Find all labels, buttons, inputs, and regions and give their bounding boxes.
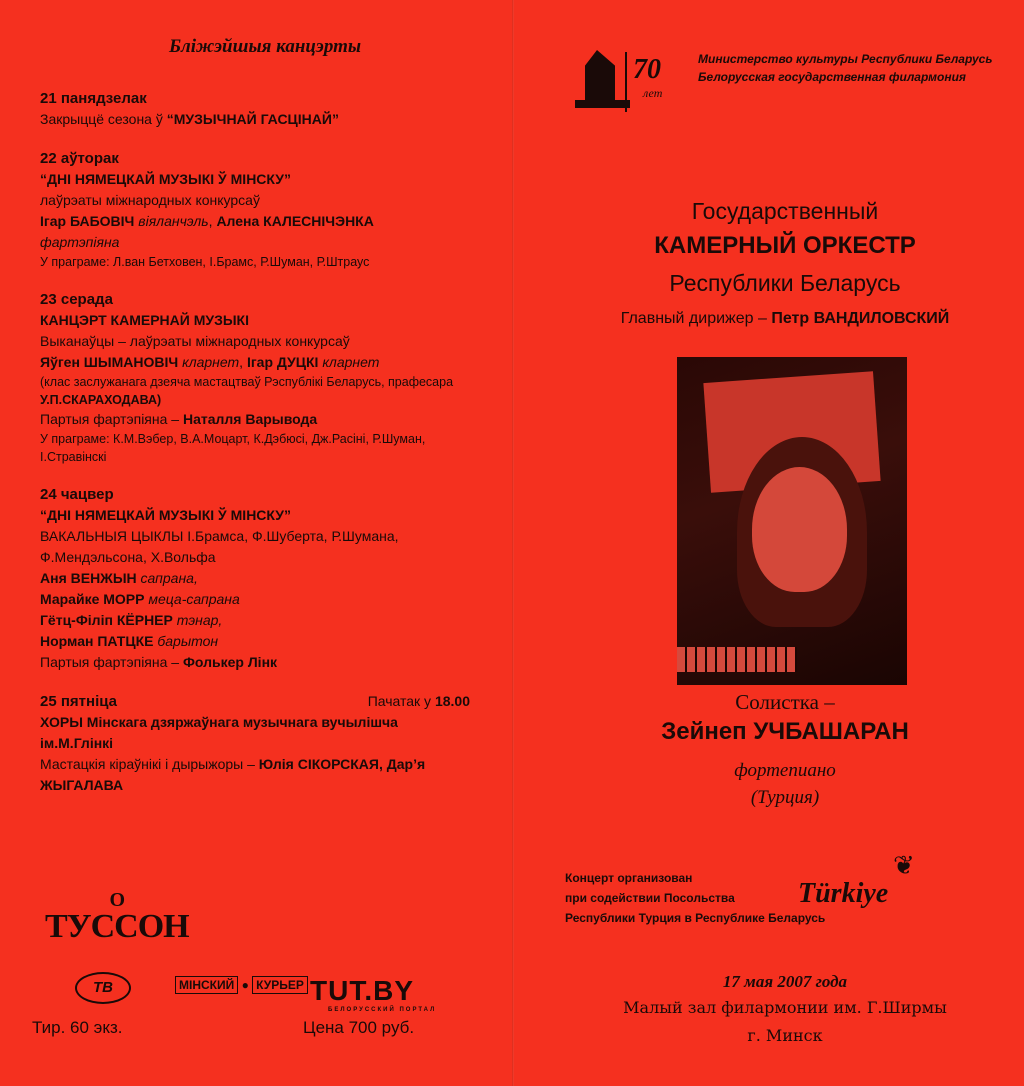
circulation: Тир. 60 экз. bbox=[32, 1018, 123, 1037]
turkiye-logo: ❦ Türkiye bbox=[798, 850, 915, 909]
tutby-logo: TUT.BY БЕЛОРУССКИЙ ПОРТАЛ bbox=[310, 975, 437, 1013]
singer: Норман ПАТЦКЕ барытон bbox=[40, 633, 219, 649]
event-date: 22 аўторак bbox=[40, 150, 119, 167]
conductor: Главный дирижер – Петр ВАНДИЛОВСКИЙ bbox=[620, 310, 950, 327]
tusson-logo: O ТУССОН bbox=[45, 889, 189, 945]
event-24: 24 чацвер “ДНІ НЯМЕЦКАЙ МУЗЫКІ Ў МІНСКУ” ВАКАЛЬНЫЯ ЦЫКЛЫ І.Брамса, Ф.Шуберта, Р.Шумана, Ф.Мендэльсона, Х.Вольфа Аня ВЕНЖЫН сапрана, Марайке МОРР меца-сапрана Гётц-Філіп КЁРНЕР тэнар, Норман ПАТЦКЕ барытон Партыя фартэпіяна – Фолькер Лінк bbox=[40, 484, 470, 673]
event-22: 22 аўторак “ДНІ НЯМЕЦКАЙ МУЗЫКІ Ў МІНСКУ” лаўрэаты міжнародных конкурсаў Ігар БАБОВІЧ віяланчэль, Алена КАЛЕСНІЧЭНКА фартэпіяна У праграме: Л.ван Бетховен, І.Брамс, Р.Шуман, Р.Штраус bbox=[40, 148, 470, 271]
event-headline: КАНЦЭРТ КАМЕРНАЙ МУЗЫКІ bbox=[40, 312, 249, 328]
event-headline: ХОРЫ Мінскага дзяржаўнага музычнага вучылішча ім.М.Глінкі bbox=[40, 714, 398, 751]
event-21: 21 панядзелак Закрыццё сезона ў “МУЗЫЧНАЙ ГАСЦІНАЙ” bbox=[40, 88, 470, 130]
philharmonic-70-logo: 70 лет bbox=[575, 42, 670, 132]
tulip-icon: ❦ bbox=[893, 850, 915, 880]
tv-logo: ТВ bbox=[75, 972, 131, 1004]
soloist-label: Солистка – bbox=[735, 690, 835, 714]
event-headline: “ДНІ НЯМЕЦКАЙ МУЗЫКІ Ў МІНСКУ” bbox=[40, 171, 292, 187]
instrument: фортепиано bbox=[734, 760, 836, 781]
ministry-header: Министерство культуры Республики Беларусь Белорусская государственная филармония bbox=[698, 52, 993, 84]
minsk-kurier-logo: МІНСКИЙ ● КУРЬЕР bbox=[175, 978, 308, 992]
singer: Аня ВЕНЖЫН сапрана, bbox=[40, 570, 198, 586]
orchestra-line-2: КАМЕРНЫЙ ОРКЕСТР bbox=[654, 232, 916, 259]
soloist-photo bbox=[677, 357, 907, 685]
country: (Турция) bbox=[750, 787, 820, 808]
concert-panel bbox=[540, 0, 1010, 1086]
singer: Марайке МОРР меца-сапрана bbox=[40, 591, 240, 607]
page-fold bbox=[512, 0, 514, 1086]
soloist-name: Зейнеп УЧБАШАРАН bbox=[661, 718, 909, 745]
event-25: 25 пятніца Пачатак у 18.00 ХОРЫ Мінскага дзяржаўнага музычнага вучылішча ім.М.Глінкі Мастацкія кіраўнікі і дырыжоры – Юлія СІКОРСКАЯ, Дар’я ЖЫГАЛАВА bbox=[40, 693, 470, 793]
price: Цена 700 руб. bbox=[303, 1018, 415, 1037]
singer: Гётц-Філіп КЁРНЕР тэнар, bbox=[40, 612, 223, 628]
city: г. Минск bbox=[747, 1026, 823, 1045]
orchestra-line-1: Государственный bbox=[691, 198, 879, 224]
upcoming-concerts-panel bbox=[40, 36, 470, 814]
organizer-note: Концерт организован при содействии Посольства Республики Турция в Республике Беларусь bbox=[565, 871, 826, 925]
event-date: 21 панядзелак bbox=[40, 90, 147, 107]
venue: Малый зал филармонии им. Г.Ширмы bbox=[623, 998, 947, 1017]
event-date: 25 пятніца bbox=[40, 693, 117, 710]
event-date: 23 серада bbox=[40, 291, 113, 308]
event-date: 24 чацвер bbox=[40, 486, 114, 503]
event-headline: “ДНІ НЯМЕЦКАЙ МУЗЫКІ Ў МІНСКУ” bbox=[40, 507, 292, 523]
event-23: 23 серада КАНЦЭРТ КАМЕРНАЙ МУЗЫКІ Выканаўцы – лаўрэаты міжнародных конкурсаў Яўген ШЫМАНОВІЧ кларнет, Ігар ДУЦКІ кларнет (клас заслужанага дзеяча мастацтваў Рэспублікі Беларусь, прафесара У.П.СКАРАХОДАВА) Партыя фартэпіяна – Наталля Варывода У праграме: К.М.Вэбер, В.А.Моцарт, К.Дэбюсі, Дж.Расіні, Р.Шуман, І.Стравінскі bbox=[40, 289, 470, 466]
orchestra-line-3: Республики Беларусь bbox=[669, 270, 901, 296]
concert-date: 17 мая 2007 года bbox=[722, 972, 848, 991]
upcoming-title: Бліжэйшыя канцэрты bbox=[168, 36, 362, 57]
